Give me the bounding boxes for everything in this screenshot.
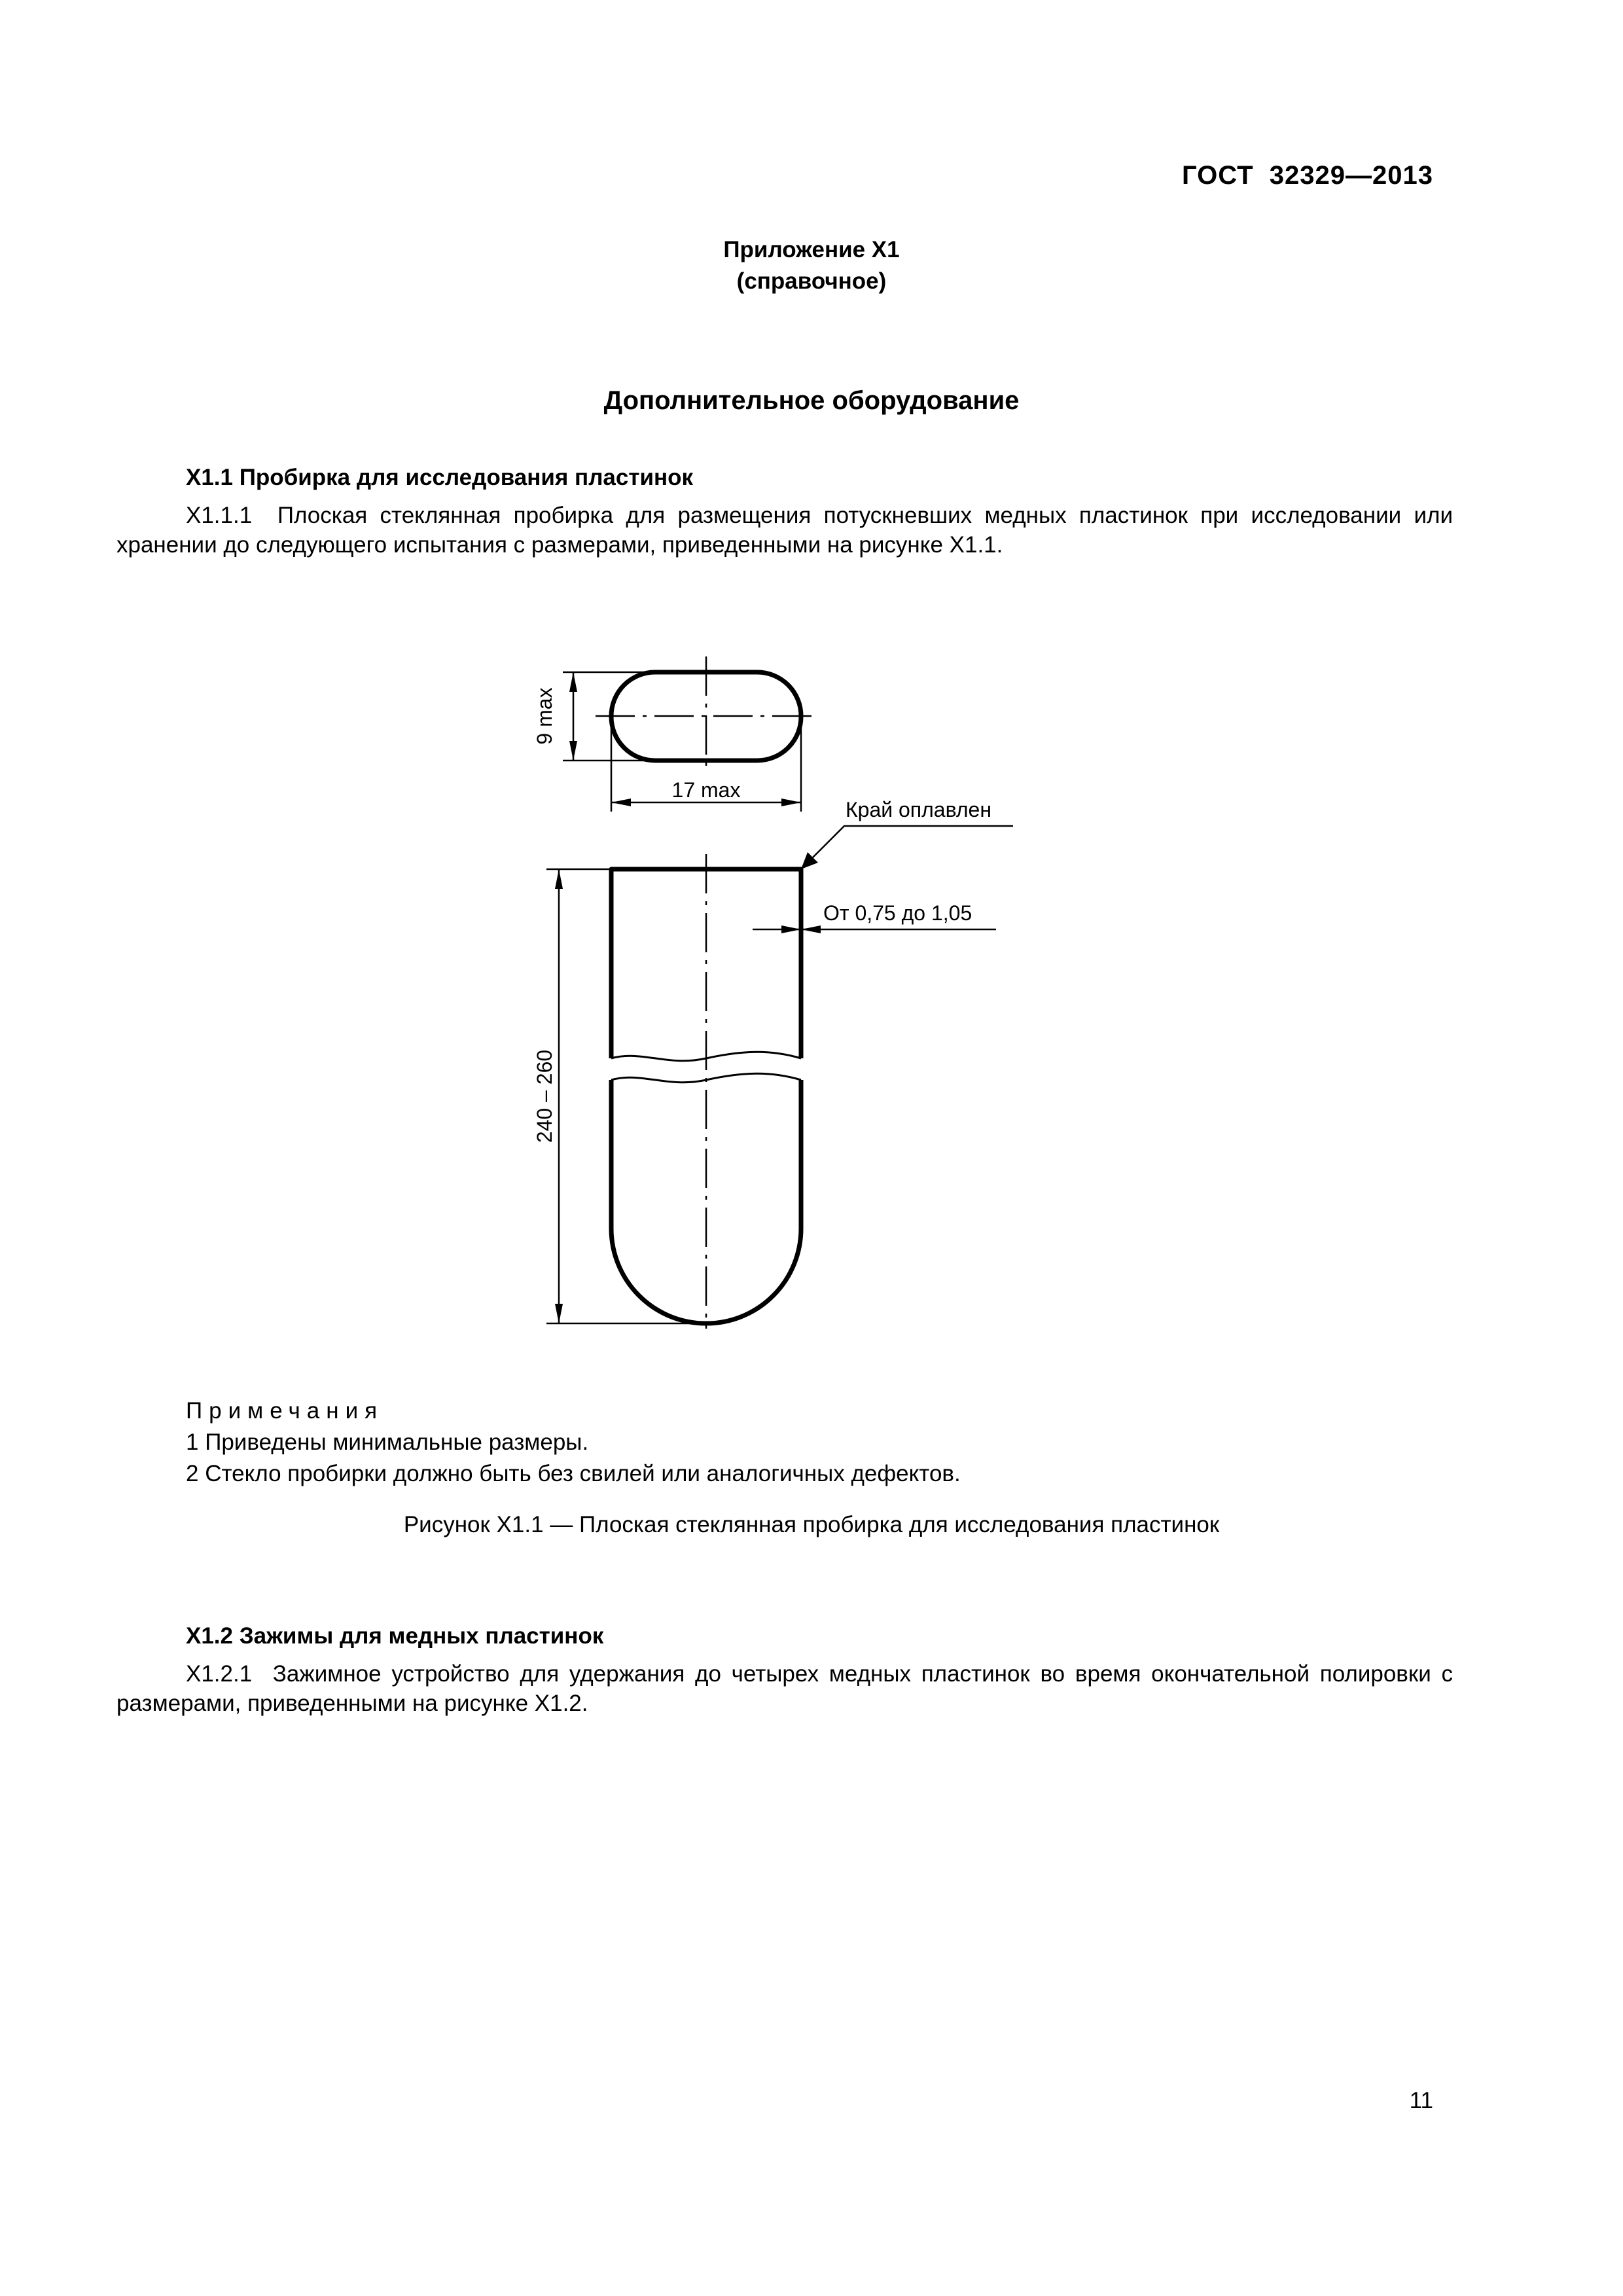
dim-label-9max: 9 max bbox=[533, 687, 556, 745]
section-heading-x1-2: Х1.2 Зажимы для медных пластинок bbox=[186, 1623, 604, 1649]
paragraph-number: Х1.2.1 bbox=[186, 1661, 253, 1687]
note-item-2: 2 Стекло пробирки должно быть без свилей или аналогичных дефектов. bbox=[186, 1461, 961, 1486]
section-heading-x1-1: Х1.1 Пробирка для исследования пластинок bbox=[186, 465, 694, 490]
page-number: 11 bbox=[1409, 2088, 1433, 2113]
paragraph-text: Зажимное устройство для удержания до четырех медных пластинок во время окончательной полировки с размерами, приведенными на рисунке Х1.2. bbox=[116, 1661, 1453, 1716]
paragraph-number: Х1.1.1 bbox=[186, 503, 253, 528]
figure-caption: Рисунок Х1.1 — Плоская стеклянная пробирка для исследования пластинок bbox=[403, 1512, 1220, 1537]
appendix-subtitle: (справочное) bbox=[736, 268, 887, 294]
edge-melted-label: Край оплавлен bbox=[846, 798, 991, 821]
note-item-1: 1 Приведены минимальные размеры. bbox=[186, 1429, 589, 1455]
dim-label-17max: 17 max bbox=[671, 778, 741, 802]
dim-label-length: 240 – 260 bbox=[533, 1049, 556, 1143]
paragraph-text: Плоская стеклянная пробирка для размещения потускневших медных пластинок при исследовании или хранении до следующего испытания с размерами, приведенными на рисунке Х1.1. bbox=[116, 503, 1453, 558]
appendix-title: Приложение Х1 bbox=[723, 237, 900, 262]
notes-heading: Примечания bbox=[186, 1398, 384, 1424]
wall-thickness-label: От 0,75 до 1,05 bbox=[823, 901, 972, 925]
standard-number: ГОСТ 32329—2013 bbox=[1181, 161, 1433, 190]
page-title: Дополнительное оборудование bbox=[603, 386, 1020, 415]
leader-edge bbox=[801, 826, 1013, 869]
paragraph-x1-2-1 bbox=[116, 1659, 1453, 1718]
